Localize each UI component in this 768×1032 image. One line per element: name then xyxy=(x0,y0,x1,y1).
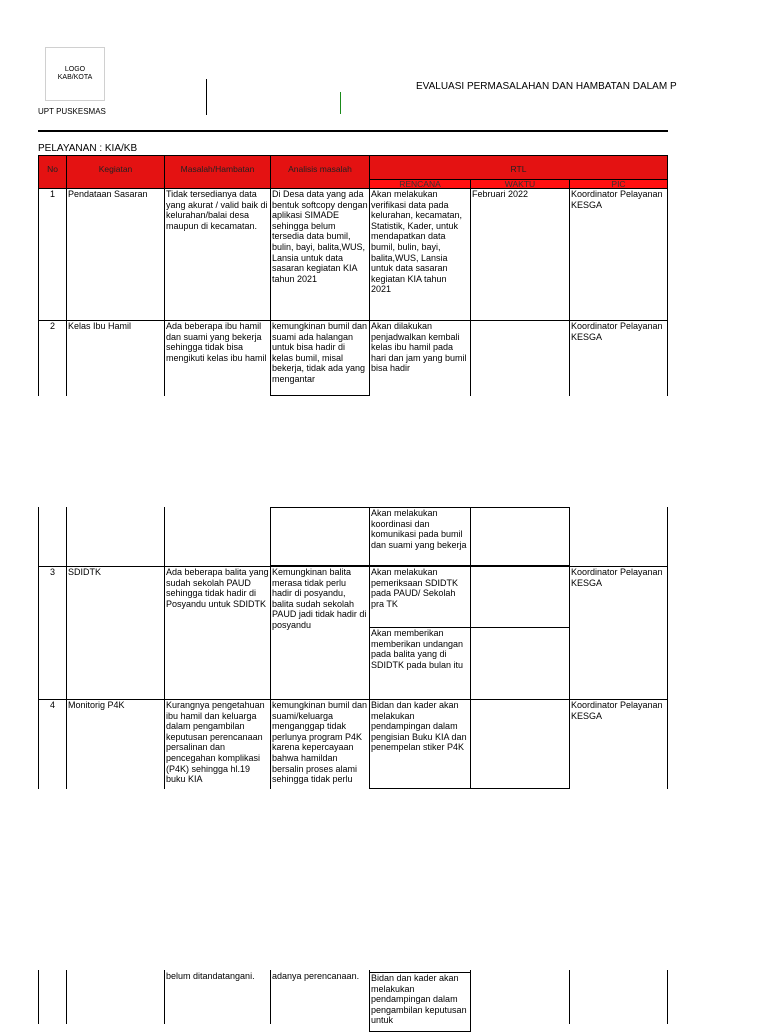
row1-rencana: Akan melakukan verifikasi data pada kelurahan, kecamatan, Statistik, Kader, untuk mendapatkan data bumil, bulin, bayi, balita,WUS, Lansia untuk data sasaran kegiatan KIA tahun 2021 xyxy=(369,188,471,321)
row3-masalah: Ada beberapa balita yang sudah sekolah PAUD sehingga tidak hadir di Posyandu untuk SDIDTK xyxy=(164,566,271,700)
row3-no: 3 xyxy=(38,566,67,700)
col-header-rencana: RENCANA xyxy=(369,179,471,189)
puskesmas-label: UPT PUSKESMAS xyxy=(38,107,106,116)
row4-no: 4 xyxy=(38,699,67,789)
row3-kegiatan: SDIDTK xyxy=(66,566,165,700)
col-header-waktu: WAKTU xyxy=(470,179,570,189)
row2-masalah: Ada beberapa ibu hamil dan suami yang bekerja sehingga tidak bisa mengikuti kelas ibu hamil xyxy=(164,320,271,396)
row1-waktu: Februari 2022 xyxy=(470,188,570,321)
col-header-rtl: RTL xyxy=(369,155,668,180)
row2-rencana-cont: Akan melakukan koordinasi dan komunikasi pada bumil dan suami yang bekerja xyxy=(369,507,471,566)
row4-waktu xyxy=(470,699,570,789)
row3-rencana2: Akan memberikan memberikan undangan pada balita yang di SDIDTK pada bulan itu xyxy=(369,627,471,700)
row1-masalah: Tidak tersedianya data yang akurat / valid baik di kelurahan/balai desa maupun di kecamatan. xyxy=(164,188,271,321)
title-rule xyxy=(38,130,668,132)
row3-waktu xyxy=(470,566,570,628)
row4-kegiatan: Monitorig P4K xyxy=(66,699,165,789)
row4-analisis-cont: adanya perencanaan. xyxy=(270,970,370,1024)
row4-masalah-cont: belum ditandatangani. xyxy=(164,970,271,1024)
row1-no: 1 xyxy=(38,188,67,321)
row2-rencana: Akan dilakukan penjadwalkan kembali kelas ibu hamil pada hari dan jam yang bumil bisa hadir xyxy=(369,320,471,396)
row3-rencana: Akan melakukan pemeriksaan SDIDTK pada PAUD/ Sekolah pra TK xyxy=(369,566,471,628)
row4-masalah: Kurangnya pengetahuan ibu hamil dan keluarga dalam pengambilan keputusan perencanaan persalinan dan pencegahan komplikasi (P4K) sehingga hl.19 buku KIA xyxy=(164,699,271,789)
col-header-pic: PIC xyxy=(569,179,668,189)
row1-kegiatan: Pendataan Sasaran xyxy=(66,188,165,321)
row2-no: 2 xyxy=(38,320,67,396)
row2-analisis: kemungkinan bumil dan suami ada halangan untuk bisa hadir di kelas bumil, misal bekerja, tidak ada yang mengantar xyxy=(270,320,370,396)
row2-analisis-cont xyxy=(270,507,370,566)
row2-kegiatan-cont xyxy=(66,507,165,566)
row2-pic-cont xyxy=(569,507,668,566)
col-header-no: No xyxy=(38,155,67,189)
logo-placeholder xyxy=(45,47,105,101)
row4-kegiatan-cont xyxy=(66,970,165,1024)
page-title: EVALUASI PERMASALAHAN DAN HAMBATAN DALAM P xyxy=(416,81,677,92)
row4-waktu-cont xyxy=(470,970,570,1024)
col-header-analisis: Analisis masalah xyxy=(270,155,370,189)
col-header-masalah: Masalah/Hambatan xyxy=(164,155,271,189)
row4-rencana: Bidan dan kader akan melakukan pendampingan dalam pengisian Buku KIA dan penempelan stiker P4K xyxy=(369,699,471,789)
row2-waktu xyxy=(470,320,570,396)
header-divider-green xyxy=(340,92,341,114)
logo-line2: KAB/KOTA xyxy=(57,74,93,81)
row3-analisis: Kemungkinan balita merasa tidak perlu hadir di posyandu, balita sudah sekolah PAUD jadi tidak hadir di posyandu xyxy=(270,566,370,700)
row3-waktu2 xyxy=(470,627,570,700)
row4-pic: Koordinator Pelayanan KESGA xyxy=(569,699,668,789)
row4-rencana2: Bidan dan kader akan melakukan pendampingan dalam pengambilan keputusan untuk xyxy=(369,972,471,1032)
row2-no-cont xyxy=(38,507,67,566)
row2-masalah-cont xyxy=(164,507,271,566)
row2-kegiatan: Kelas Ibu Hamil xyxy=(66,320,165,396)
row4-analisis: kemungkinan bumil dan suami/keluarga menganggap tidak perlunya program P4K karena kepercayaan bahwa hamildan bersalin proses alami sehingga tidak perlu xyxy=(270,699,370,789)
row1-analisis: Di Desa data yang ada bentuk softcopy dengan aplikasi SIMADE sehingga belum tersedia data bumil, bulin, bayi, balita,WUS, Lansia untuk data sasaran kegiatan KIA tahun 2021 xyxy=(270,188,370,321)
row4-pic-cont xyxy=(569,970,668,1024)
header-divider xyxy=(206,79,207,115)
row2-pic: Koordinator Pelayanan KESGA xyxy=(569,320,668,396)
row2-waktu-cont xyxy=(470,507,570,566)
logo-line1: LOGO xyxy=(64,66,86,73)
row4-no-cont xyxy=(38,970,67,1024)
pelayanan-label: PELAYANAN : KIA/KB xyxy=(38,143,138,154)
row3-pic: Koordinator Pelayanan KESGA xyxy=(569,566,668,700)
row1-pic: Koordinator Pelayanan KESGA xyxy=(569,188,668,321)
col-header-kegiatan: Kegiatan xyxy=(66,155,165,189)
